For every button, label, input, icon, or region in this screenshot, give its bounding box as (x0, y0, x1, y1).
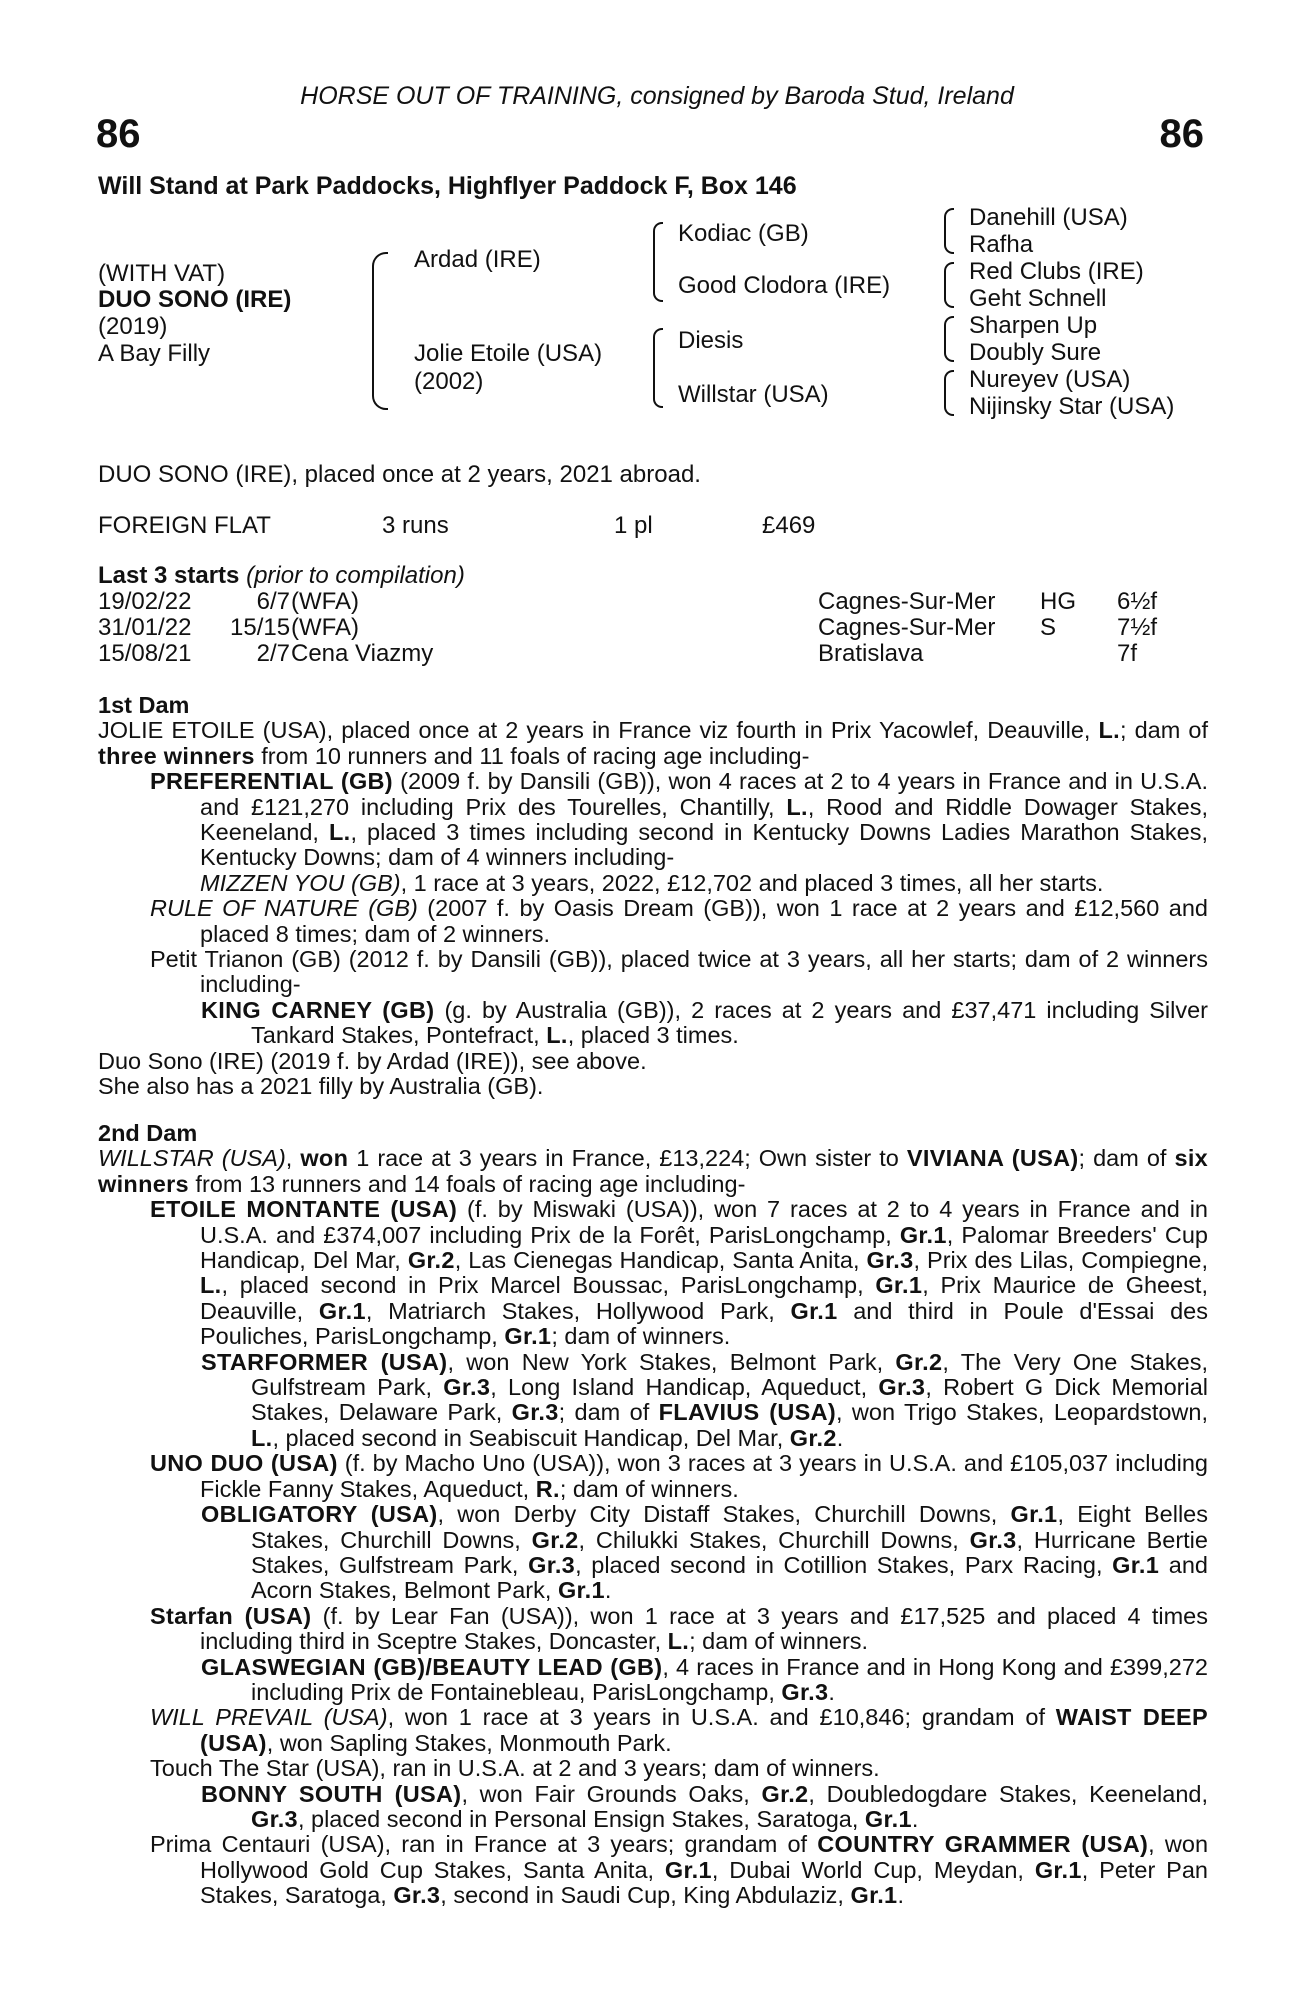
produce-king-carney: KING CARNEY (GB) (g. by Australia (GB)), 2 races at 2 years and £37,471 including Silver Tankard Stakes, Pontefract, L., placed 3 times. (201, 996, 1208, 1049)
produce-glaswegian: GLASWEGIAN (GB)/BEAUTY LEAD (GB), 4 races in France and in Hong Kong and £399,272 including Prix de Fontainebleau, ParisLongchamp, Gr.3. (201, 1653, 1208, 1705)
lot-number-left: 86 (96, 112, 141, 156)
granddam-1: Danehill (USA) (969, 204, 1128, 231)
second-dam-heading: 2nd Dam (98, 1120, 198, 1146)
stand-location: Will Stand at Park Paddocks, Highflyer Paddock F, Box 146 (98, 172, 797, 200)
first-dam-section (98, 693, 1208, 1100)
record-runs: 3 runs (382, 512, 449, 539)
produce-will-prevail: WILL PREVAIL (USA), won 1 race at 3 years in U.S.A. and £10,846; grandam of WAIST DEEP (USA), won Sapling Stakes, Monmouth Park. (150, 1704, 1209, 1756)
second-dam-section (98, 1121, 1208, 1909)
produce-rule-of-nature: RULE OF NATURE (GB) (2007 f. by Oasis Dream (GB)), won 1 race at 2 years and £12,560 and placed 8 times; dam of 2 winners. (150, 895, 1208, 947)
granddam-7: Nureyev (USA) (969, 366, 1131, 393)
brace-g3 (944, 316, 954, 362)
start-date: 19/02/22 (98, 588, 192, 615)
start-date: 15/08/21 (98, 640, 192, 667)
horse-name: DUO SONO (IRE) (98, 286, 292, 313)
pedigree-brace-main (372, 252, 388, 410)
record-label: FOREIGN FLAT (98, 512, 271, 539)
sire-sire: Kodiac (GB) (678, 220, 809, 247)
produce-touch-the-star: Touch The Star (USA), ran in U.S.A. at 2 and 3 years; dam of winners. (150, 1755, 880, 1782)
consignment-line: HORSE OUT OF TRAINING, consigned by Baroda Stud, Ireland (300, 82, 1014, 110)
brace-sire-side (653, 222, 663, 302)
second-dam-intro: WILLSTAR (USA), won 1 race at 3 years in France, £13,224; Own sister to VIVIANA (USA); dam of six winners from 13 runners and 14 foals of racing age including- (98, 1145, 1209, 1197)
produce-duo-sono: Duo Sono (IRE) (2019 f. by Ardad (IRE)), see above. (98, 1047, 647, 1074)
produce-obligatory: OBLIGATORY (USA), won Derby City Distaff Stakes, Churchill Downs, Gr.1, Eight Belles Stakes, Churchill Downs, Gr.2, Chilukki Stakes, Churchill Downs, Gr.3, Hurricane Bertie Stakes, Gulfstream Park, Gr.3, placed second in Cotillion Stakes, Parx Racing, Gr.1 and Acorn Stakes, Belmont Park, Gr.1. (201, 1501, 1209, 1604)
start-position: 2/7 (256, 640, 290, 667)
start-course: Cagnes-Sur-Mer (818, 614, 996, 641)
granddam-6: Doubly Sure (969, 339, 1102, 366)
horse-description: A Bay Filly (98, 340, 211, 367)
start-race: Cena Viazmy (291, 640, 434, 667)
dam: Jolie Etoile (USA) (414, 340, 603, 367)
produce-bonny-south: BONNY SOUTH (USA), won Fair Grounds Oaks, Gr.2, Doubledogdare Stakes, Keeneland, Gr.3, placed second in Personal Ensign Stakes, Saratoga, Gr.1. (201, 1780, 1208, 1832)
granddam-3: Red Clubs (IRE) (969, 258, 1144, 285)
start-date: 31/01/22 (98, 614, 192, 641)
produce-starformer: STARFORMER (USA), won New York Stakes, Belmont Park, Gr.2, The Very One Stakes, Gulfstream Park, Gr.3, Long Island Handicap, Aqueduct, Gr.3, Robert G Dick Memorial Stakes, Delaware Park, Gr.3; dam of FLAVIUS (USA), won Trigo Stakes, Leopardstown, L., placed second in Seabiscuit Handicap, Del Mar, Gr.2. (201, 1348, 1209, 1451)
brace-g1 (944, 208, 954, 254)
produce-uno-duo: UNO DUO (USA) (f. by Macho Uno (USA)), won 3 races at 3 years in U.S.A. and £105,037 including Fickle Fanny Stakes, Aqueduct, R.; dam of winners. (150, 1450, 1208, 1502)
last-starts-note: (prior to compilation) (246, 562, 465, 589)
start-distance: 6½f (1117, 588, 1158, 615)
start-distance: 7f (1117, 640, 1138, 667)
first-dam-intro: JOLIE ETOILE (USA), placed once at 2 years in France viz fourth in Prix Yacowlef, Deauville, L.; dam of three winners from 10 runners and 11 foals of racing age including- (98, 717, 1208, 769)
produce-preferential: PREFERENTIAL (GB) (2009 f. by Dansili (GB)), won 4 races at 2 to 4 years in France and in U.S.A. and £121,270 including Prix des Tourelles, Chantilly, L., Rood and Riddle Dowager Stakes, Keeneland, L., placed 3 times including second in Kentucky Downs Ladies Marathon Stakes, Kentucky Downs; dam of 4 winners including- (150, 768, 1208, 871)
start-course: Bratislava (818, 640, 924, 667)
start-going: HG (1040, 588, 1076, 615)
start-going: S (1040, 614, 1057, 641)
granddam-5: Sharpen Up (969, 312, 1098, 339)
produce-etoile-montante: ETOILE MONTANTE (USA) (f. by Miswaki (USA)), won 7 races at 2 to 4 years in France and in U.S.A. and £374,007 including Prix de la Forêt, ParisLongchamp, Gr.1, Palomar Breeders' Cup Handicap, Del Mar, Gr.2, Las Cienegas Handicap, Santa Anita, Gr.3, Prix des Lilas, Compiegne, L., placed second in Prix Marcel Boussac, ParisLongchamp, Gr.1, Prix Maurice de Gheest, Deauville, Gr.1, Matriarch Stakes, Hollywood Park, Gr.1 and third in Poule d'Essai des Pouliches, ParisLongchamp, Gr.1; dam of winners. (150, 1196, 1209, 1350)
record-earnings: £469 (762, 512, 816, 539)
dam-sire: Diesis (678, 327, 744, 354)
granddam-4: Geht Schnell (969, 285, 1107, 312)
brace-dam-side (653, 328, 663, 408)
dam-year: (2002) (414, 368, 484, 395)
start-race: (WFA) (291, 614, 359, 641)
produce-starfan: Starfan (USA) (f. by Lear Fan (USA)), won 1 race at 3 years and £17,525 and placed 4 times including third in Sceptre Stakes, Doncaster, L.; dam of winners. (150, 1602, 1208, 1655)
horse-year: (2019) (98, 313, 168, 340)
start-course: Cagnes-Sur-Mer (818, 588, 996, 615)
brace-g4 (944, 370, 954, 416)
granddam-2: Rafha (969, 231, 1034, 258)
start-position: 6/7 (256, 588, 290, 615)
start-row (98, 588, 191, 616)
lot-number-right: 86 (1159, 112, 1204, 156)
vat-note: (WITH VAT) (98, 260, 226, 287)
dam-dam: Willstar (USA) (678, 381, 829, 408)
produce-note: She also has a 2021 filly by Australia (GB). (98, 1073, 544, 1100)
start-position: 15/15 (230, 614, 291, 641)
sire: Ardad (IRE) (414, 246, 541, 273)
record-placed: 1 pl (614, 512, 653, 539)
granddam-8: Nijinsky Star (USA) (969, 393, 1175, 420)
start-race: (WFA) (291, 588, 359, 615)
produce-mizzen-you: MIZZEN YOU (GB), 1 race at 3 years, 2022, £12,702 and placed 3 times, all her starts. (200, 869, 1104, 896)
produce-prima-centauri: Prima Centauri (USA), ran in France at 3 years; grandam of COUNTRY GRAMMER (USA), won Hollywood Gold Cup Stakes, Santa Anita, Gr.1, Dubai World Cup, Meydan, Gr.1, Peter Pan Stakes, Saratoga, Gr.3, second in Saudi Cup, King Abdulaziz, Gr.1. (150, 1831, 1209, 1909)
brace-g2 (944, 262, 954, 308)
sire-dam: Good Clodora (IRE) (678, 272, 891, 299)
last-starts-heading: Last 3 starts (98, 562, 240, 589)
start-distance: 7½f (1117, 614, 1158, 641)
produce-petit-trianon: Petit Trianon (GB) (2012 f. by Dansili (GB)), placed twice at 3 years, all her starts; dam of 2 winners including- (150, 946, 1208, 998)
race-summary: DUO SONO (IRE), placed once at 2 years, 2021 abroad. (98, 461, 701, 488)
first-dam-heading: 1st Dam (98, 692, 190, 718)
